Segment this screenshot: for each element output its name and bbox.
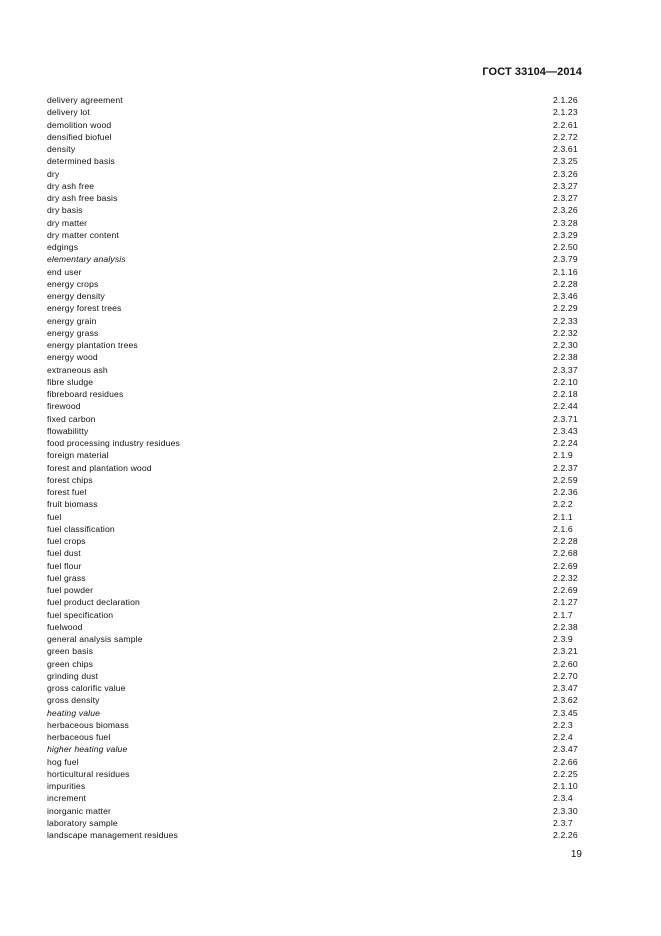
index-row: [47, 572, 582, 584]
index-reference: 2.3.26: [553, 168, 578, 179]
index-term: fibreboard residues: [47, 389, 124, 399]
index-reference: 2.3.27: [553, 193, 578, 203]
index-reference: 2.2.18: [553, 389, 578, 399]
index-row: [47, 143, 582, 155]
index-row: [47, 486, 582, 498]
index-row: [47, 829, 582, 841]
index-row: [47, 694, 582, 706]
index-term: laboratory sample: [47, 817, 118, 828]
index-reference: 2.1.10: [553, 781, 578, 791]
index-row: [47, 376, 582, 388]
index-term: green chips: [47, 658, 94, 669]
index-row: [47, 584, 582, 596]
index-term: herbaceous biomass: [47, 719, 129, 730]
index-row: [47, 266, 582, 278]
index-reference: 2.3.71: [553, 413, 578, 424]
index-term: forest and plantation wood: [47, 462, 152, 473]
index-term: fuel specification: [47, 609, 114, 620]
index-term: dry: [47, 168, 60, 179]
index-row: [47, 719, 582, 731]
index-term: horticultural residues: [47, 768, 130, 779]
index-term: fuel product declaration: [47, 597, 140, 608]
index-term: fixed carbon: [47, 413, 96, 424]
index-reference: 2.2.2: [553, 499, 573, 510]
index-row: [47, 351, 582, 363]
term-index-list: [47, 94, 582, 841]
index-reference: 2.2.60: [553, 658, 578, 669]
index-reference: 2.2.24: [553, 438, 578, 448]
index-row: [47, 168, 582, 180]
index-row: [47, 768, 582, 780]
index-term: food processing industry residues: [47, 438, 180, 448]
index-term: energy grass: [47, 327, 99, 338]
index-reference: 2.3.30: [553, 805, 578, 816]
index-reference: 2.3.37: [553, 364, 578, 375]
index-row: [47, 278, 582, 290]
index-term: fuelwood: [47, 621, 83, 632]
index-term: gross calorific value: [47, 683, 126, 693]
index-term: firewood: [47, 401, 81, 412]
index-term: edgings: [47, 242, 79, 252]
index-row: [47, 192, 582, 204]
index-reference: 2.2.29: [553, 303, 578, 314]
index-term: landscape management residues: [47, 830, 178, 840]
index-term: energy plantation trees: [47, 340, 138, 350]
index-row: [47, 302, 582, 314]
index-term: fuel: [47, 511, 62, 522]
index-row: [47, 413, 582, 425]
index-row: [47, 731, 582, 743]
index-row: [47, 437, 582, 449]
index-term: flowabilitty: [47, 425, 89, 436]
index-row: [47, 792, 582, 804]
index-term: dry ash free: [47, 180, 95, 191]
index-term: dry basis: [47, 205, 83, 216]
index-reference: 2.2.32: [553, 572, 578, 583]
index-row: [47, 229, 582, 241]
index-reference: 2.1.27: [553, 597, 578, 608]
index-reference: 2.2.44: [553, 401, 578, 412]
index-row: [47, 106, 582, 118]
index-reference: 2.3.47: [553, 683, 578, 693]
index-reference: 2.1.26: [553, 95, 578, 105]
index-term: density: [47, 144, 76, 154]
index-row: [47, 364, 582, 376]
index-row: [47, 670, 582, 682]
index-term: fuel crops: [47, 536, 86, 546]
index-reference: 2.3.25: [553, 156, 578, 167]
index-term: fuel classification: [47, 523, 115, 534]
index-reference: 2.3.46: [553, 291, 578, 301]
index-reference: 2.1.1: [553, 511, 573, 522]
index-reference: 2.2.50: [553, 242, 578, 252]
index-row: [47, 547, 582, 559]
index-term: densified biofuel: [47, 131, 112, 142]
index-reference: 2.2.33: [553, 315, 578, 326]
index-row: [47, 633, 582, 645]
index-reference: 2.3.61: [553, 144, 578, 154]
index-reference: 2.2.66: [553, 756, 578, 767]
index-reference: 2.2.32: [553, 327, 578, 338]
index-row: [47, 817, 582, 829]
index-reference: 2.2.38: [553, 352, 578, 363]
index-row: [47, 241, 582, 253]
index-row: [47, 204, 582, 216]
index-reference: 2.2.28: [553, 278, 578, 289]
index-row: [47, 119, 582, 131]
index-term: forest fuel: [47, 487, 87, 497]
index-reference: 2.2.3: [553, 719, 573, 730]
index-term: energy forest trees: [47, 303, 122, 314]
index-row: [47, 658, 582, 670]
index-reference: 2.3.21: [553, 646, 578, 657]
index-reference: 2.2.70: [553, 670, 578, 681]
index-term: increment: [47, 793, 87, 804]
index-term: herbaceous fuel: [47, 732, 111, 742]
index-term: elementary analysis: [47, 254, 126, 265]
index-row: [47, 180, 582, 192]
index-term: general analysis sample: [47, 634, 143, 644]
index-term: inorganic matter: [47, 805, 112, 816]
page-number: 19: [570, 849, 582, 860]
index-reference: 2.2.30: [553, 340, 578, 350]
index-row: [47, 560, 582, 572]
index-term: determined basis: [47, 156, 115, 167]
index-reference: 2.3.7: [553, 817, 573, 828]
index-row: [47, 155, 582, 167]
index-term: hog fuel: [47, 756, 79, 767]
index-reference: 2.3.27: [553, 180, 578, 191]
index-term: fibre sludge: [47, 376, 94, 387]
index-reference: 2.2.69: [553, 585, 578, 595]
index-term: delivery agreement: [47, 95, 123, 105]
index-term: fruit biomass: [47, 499, 98, 510]
index-row: [47, 449, 582, 461]
index-reference: 2.3.62: [553, 695, 578, 706]
index-reference: 2.2.69: [553, 560, 578, 571]
index-term: green basis: [47, 646, 94, 657]
index-term: energy crops: [47, 278, 99, 289]
index-term: delivery lot: [47, 107, 90, 118]
index-row: [47, 756, 582, 768]
index-term: dry matter: [47, 217, 88, 228]
index-reference: 2.2.36: [553, 487, 578, 497]
index-term: fuel grass: [47, 572, 86, 583]
index-row: [47, 253, 582, 265]
index-reference: 2.2.38: [553, 621, 578, 632]
index-row: [47, 217, 582, 229]
index-row: [47, 780, 582, 792]
index-reference: 2.2.61: [553, 119, 578, 130]
index-row: [47, 290, 582, 302]
index-row: [47, 645, 582, 657]
index-reference: 2.2.25: [553, 768, 578, 779]
index-row: [47, 131, 582, 143]
index-reference: 2.3.9: [553, 634, 573, 644]
index-row: [47, 315, 582, 327]
index-reference: 2.2.26: [553, 830, 578, 840]
index-term: energy wood: [47, 352, 98, 363]
index-term: gross density: [47, 695, 100, 706]
index-row: [47, 621, 582, 633]
index-term: energy density: [47, 291, 105, 301]
index-row: [47, 327, 582, 339]
index-reference: 2.2.59: [553, 474, 578, 485]
index-row: [47, 511, 582, 523]
index-row: [47, 609, 582, 621]
index-reference: 2.1.23: [553, 107, 578, 118]
index-reference: 2.3.43: [553, 425, 578, 436]
index-reference: 2.3.28: [553, 217, 578, 228]
index-reference: 2.3.26: [553, 205, 578, 216]
index-row: [47, 94, 582, 106]
index-row: [47, 707, 582, 719]
index-row: [47, 400, 582, 412]
index-row: [47, 805, 582, 817]
index-term: heating value: [47, 707, 101, 718]
index-reference: 2.2.72: [553, 131, 578, 142]
index-row: [47, 682, 582, 694]
index-row: [47, 339, 582, 351]
index-term: higher heating value: [47, 744, 128, 755]
index-row: [47, 535, 582, 547]
index-row: [47, 523, 582, 535]
index-term: demolition wood: [47, 119, 112, 130]
index-row: [47, 596, 582, 608]
index-reference: 2.1.16: [553, 266, 578, 277]
index-row: [47, 474, 582, 486]
index-reference: 2.1.9: [553, 450, 573, 461]
index-reference: 2.2.28: [553, 536, 578, 546]
index-term: fuel dust: [47, 548, 81, 559]
index-reference: 2.2.68: [553, 548, 578, 559]
index-row: [47, 462, 582, 474]
index-term: extraneous ash: [47, 364, 108, 375]
index-row: [47, 388, 582, 400]
index-reference: 2.2.4: [553, 732, 573, 742]
index-term: fuel flour: [47, 560, 82, 571]
index-term: foreign material: [47, 450, 109, 461]
index-term: fuel powder: [47, 585, 94, 595]
index-reference: 2.3.47: [553, 744, 578, 755]
index-reference: 2.3.4: [553, 793, 573, 804]
index-reference: 2.1.6: [553, 523, 573, 534]
index-term: dry matter content: [47, 229, 119, 240]
index-term: forest chips: [47, 474, 93, 485]
index-reference: 2.3.79: [553, 254, 578, 265]
index-term: grinding dust: [47, 670, 99, 681]
index-reference: 2.2.10: [553, 376, 578, 387]
index-term: dry ash free basis: [47, 193, 118, 203]
index-reference: 2.1.7: [553, 609, 573, 620]
index-term: impurities: [47, 781, 86, 791]
index-row: [47, 498, 582, 510]
index-term: end user: [47, 266, 82, 277]
index-term: energy grain: [47, 315, 97, 326]
index-row: [47, 425, 582, 437]
index-reference: 2.2.37: [553, 462, 578, 473]
index-row: [47, 743, 582, 755]
document-header: ГОСТ 33104—2014: [482, 66, 582, 78]
index-reference: 2.3.29: [553, 229, 578, 240]
index-reference: 2.3.45: [553, 707, 578, 718]
